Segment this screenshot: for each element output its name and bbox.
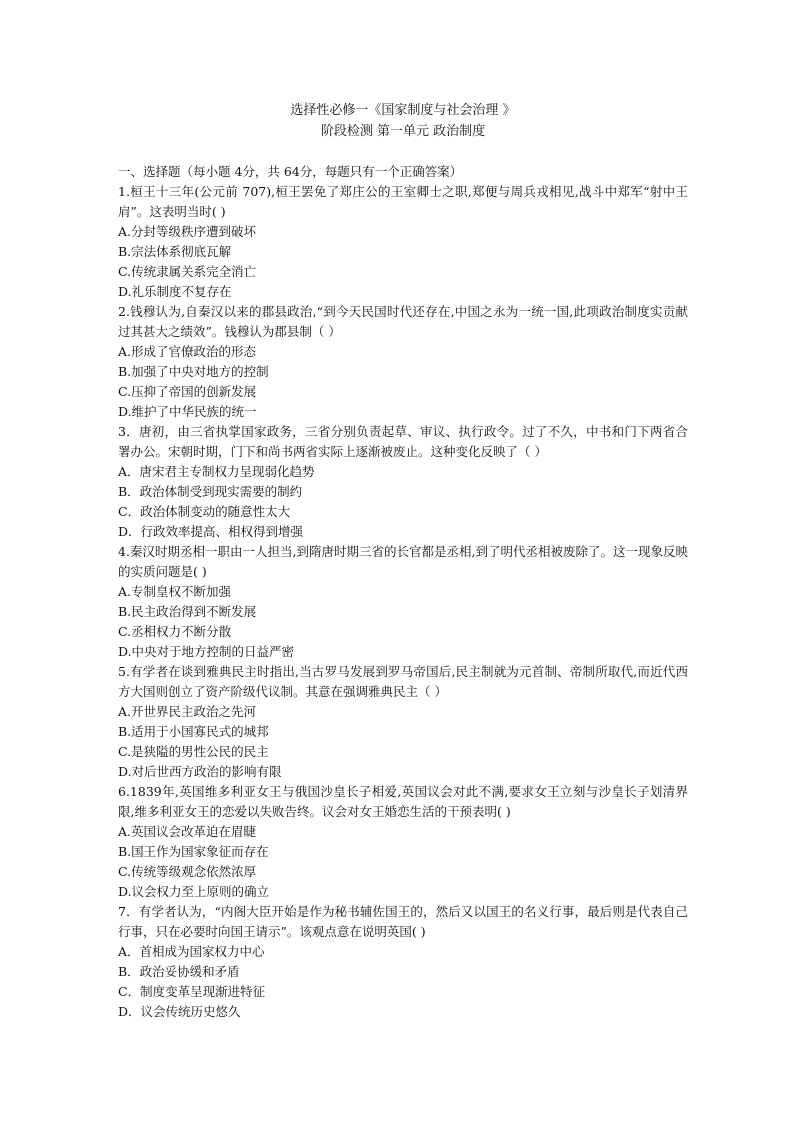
- question-1: [118, 182, 688, 302]
- option-a: A．首相成为国家权力中心: [118, 944, 265, 959]
- option-c: C.传统隶属关系完全消亡: [118, 264, 257, 279]
- question-stem: 5.有学者在谈到雅典民主时指出,当古罗马发展到罗马帝国后,民主制就为元首制、帝制所取代,而近代西方大国则创立了资产阶级代议制。其意在强调雅典民主（ ）: [118, 664, 688, 699]
- option-a: A.开世界民主政治之先河: [118, 704, 257, 719]
- option-d: D.议会权力至上原则的确立: [118, 884, 270, 899]
- option-a: A.专制皇权不断加强: [118, 584, 232, 599]
- question-3: [118, 422, 688, 542]
- question-6: [118, 782, 688, 902]
- section-heading: 一、选择题（每小题 4分，共 64分，每题只有一个正确答案）: [118, 164, 463, 179]
- option-d: D.对后世西方政治的影响有限: [118, 764, 282, 779]
- option-a: A.形成了官僚政治的形态: [118, 344, 257, 359]
- question-2: [118, 302, 688, 422]
- option-b: B．政治体制受到现实需要的制约: [118, 484, 303, 499]
- option-b: B.加强了中央对地方的控制: [118, 364, 269, 379]
- option-c: C.丞相权力不断分散: [118, 624, 232, 639]
- page-title: 选择性必修一《国家制度与社会治理 》: [290, 103, 516, 118]
- question-stem: 6.1839年,英国维多利亚女王与俄国沙皇长子相爱,英国议会对此不满,要求女王立刻与沙皇长子划清界限,维多利亚女王的恋爱以失败告终。议会对女王婚恋生活的干预表明( ): [118, 784, 688, 819]
- option-a: A.英国议会改革迫在眉睫: [118, 824, 257, 839]
- page-subtitle: 阶段检测 第一单元 政治制度: [320, 124, 486, 139]
- option-a: A.分封等级秩序遭到破坏: [118, 224, 257, 239]
- question-stem: 2.钱穆认为,自秦汉以来的郡县政治,“到今天民国时代还存在,中国之永为一统一国,此项政治制度实贡献过其甚大之绩效”。钱穆认为郡县制（ ）: [118, 304, 688, 339]
- option-b: B.国王作为国家象征而存在: [118, 844, 269, 859]
- question-stem: 7．有学者认为，“内阁大臣开始是作为秘书辅佐国王的，然后又以国王的名义行事，最后则是代表自己行事，只在必要时向国王请示”。该观点意在说明英国( ): [118, 904, 688, 939]
- exam-page: [118, 100, 688, 1022]
- option-d: D.礼乐制度不复存在: [118, 284, 232, 299]
- option-b: B.适用于小国寡民式的城邦: [118, 724, 269, 739]
- question-4: [118, 542, 688, 662]
- option-b: B.民主政治得到不断发展: [118, 604, 257, 619]
- option-c: C．制度变革呈现渐进特征: [118, 984, 266, 999]
- option-d: D．行政效率提高、相权得到增强: [118, 524, 304, 539]
- option-b: B．政治妥协缓和矛盾: [118, 964, 240, 979]
- option-d: D．议会传统历史悠久: [118, 1004, 241, 1019]
- option-c: C.是狭隘的男性公民的民主: [118, 744, 269, 759]
- option-b: B.宗法体系彻底瓦解: [118, 244, 232, 259]
- option-c: C．政治体制变动的随意性太大: [118, 504, 291, 519]
- question-stem: 4.秦汉时期丞相一职由一人担当,到隋唐时期三省的长官都是丞相,到了明代丞相被废除了。这一现象反映的实质问题是( ): [118, 544, 688, 579]
- question-stem: 3．唐初，由三省执掌国家政务，三省分别负责起草、审议、执行政令。过了不久，中书和门下两省合署办公。宋朝时期，门下和尚书两省实际上逐渐被废止。这种变化反映了（ ）: [118, 424, 688, 459]
- option-d: D.维护了中华民族的统一: [118, 404, 257, 419]
- question-stem: 1.桓王十三年(公元前 707),桓王罢免了郑庄公的王室卿士之职,郑便与周兵戎相见,战斗中郑军“射中王肩”。这表明当时( ): [118, 184, 688, 219]
- option-d: D.中央对于地方控制的日益严密: [118, 644, 295, 659]
- option-c: C.压抑了帝国的创新发展: [118, 384, 257, 399]
- question-7: [118, 902, 688, 1022]
- question-5: [118, 662, 688, 782]
- option-a: A．唐宋君主专制权力呈现弱化趋势: [118, 464, 315, 479]
- option-c: C.传统等级观念依然浓厚: [118, 864, 257, 879]
